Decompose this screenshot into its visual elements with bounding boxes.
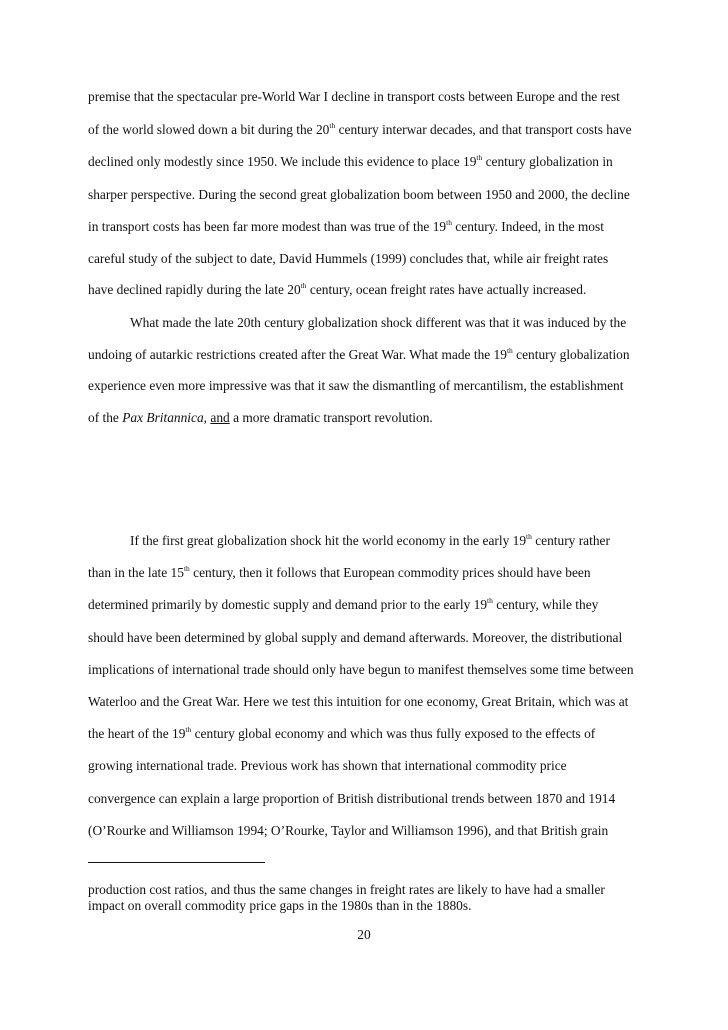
- text: determined primarily by domestic supply and demand prior to the early 19: [88, 597, 488, 612]
- text: than in the late 15: [88, 565, 184, 580]
- text: century. Indeed, in the most: [451, 219, 604, 234]
- body-line: [88, 565, 591, 581]
- body-line: [88, 662, 634, 678]
- body-line: [88, 219, 604, 235]
- body-line: [88, 758, 567, 774]
- superscript: th: [183, 564, 190, 573]
- text: in transport costs has been far more modest than was true of the 19: [88, 219, 447, 234]
- text: declined only modestly since 1950. We include this evidence to place 19: [88, 154, 477, 169]
- text: century rather: [531, 533, 610, 548]
- footnote-separator: [88, 862, 265, 863]
- body-line: [130, 315, 626, 331]
- footnote-line: production cost ratios, and thus the same changes in freight rates are likely to have had a smaller: [88, 882, 605, 897]
- text: century globalization: [512, 347, 630, 362]
- body-line: [130, 533, 610, 549]
- superscript: th: [476, 153, 483, 162]
- text: of the: [88, 410, 123, 425]
- body-line: [88, 282, 586, 298]
- body-line: [88, 791, 615, 807]
- footnote-line: impact on overall commodity price gaps in the 1980s than in the 1880s.: [88, 898, 472, 913]
- body-line: [88, 823, 608, 839]
- body-line: [88, 410, 433, 426]
- body-line: [88, 122, 632, 138]
- text: undoing of autarkic restrictions created after the Great War. What made the 19: [88, 347, 507, 362]
- body-line: [88, 347, 630, 363]
- text: If the first great globalization shock hit the world economy in the early 19: [130, 533, 527, 548]
- superscript: th: [506, 346, 513, 355]
- text: century, ocean freight rates have actually increased.: [306, 282, 587, 297]
- superscript: th: [446, 218, 452, 227]
- text: century globalization in: [482, 154, 613, 169]
- superscript: th: [329, 121, 336, 130]
- text: growing international trade. Previous work has shown that international commodity price: [88, 758, 567, 773]
- text: should have been determined by global supply and demand afterwards. Moreover, the distributional: [88, 630, 623, 645]
- text: century interwar decades, and that transport costs have: [335, 122, 632, 137]
- text: implications of international trade should only have begun to manifest themselves some time between: [88, 662, 634, 677]
- text: century, while they: [492, 597, 599, 612]
- text: have declined rapidly during the late 20: [88, 282, 301, 297]
- body-line: [88, 378, 623, 394]
- text: century global economy and which was thus fully exposed to the effects of: [191, 726, 596, 741]
- page-number: 20: [357, 927, 371, 942]
- text: (O’Rourke and Williamson 1994; O’Rourke, Taylor and Williamson 1996), and that British grain: [88, 823, 609, 838]
- body-line: [88, 597, 598, 613]
- superscript: th: [526, 532, 532, 541]
- text: a more dramatic transport revolution.: [229, 410, 433, 425]
- superscript: th: [185, 725, 192, 734]
- text: of the world slowed down a bit during the 20: [88, 122, 330, 137]
- superscript: th: [300, 281, 307, 290]
- body-line: [88, 726, 595, 742]
- body-line: [88, 89, 620, 105]
- text: What made the late 20th century globalization shock different was that it was induced by the: [130, 315, 627, 330]
- body-line: [88, 154, 613, 170]
- body-line: [88, 187, 630, 203]
- text: convergence can explain a large proportion of British distributional trends between 1870 and 1914: [88, 791, 616, 806]
- body-line: [88, 630, 622, 646]
- body-line: [88, 694, 628, 710]
- superscript: th: [487, 596, 493, 605]
- italic-text: Pax Britannica,: [122, 410, 208, 425]
- text: Waterloo and the Great War. Here we test this intuition for one economy, Great Britain, which was at: [88, 694, 629, 709]
- text: the heart of the 19: [88, 726, 186, 741]
- text: careful study of the subject to date, David Hummels (1999) concludes that, while air freight rates: [88, 251, 609, 266]
- text: century, then it follows that European commodity prices should have been: [189, 565, 591, 580]
- text: experience even more impressive was that it saw the dismantling of mercantilism, the establishment: [88, 378, 624, 393]
- text: sharper perspective. During the second great globalization boom between 1950 and 2000, the decline: [88, 187, 630, 202]
- body-line: [88, 251, 608, 267]
- text: premise that the spectacular pre-World War I decline in transport costs between Europe and the rest: [88, 89, 620, 104]
- underlined-text: and: [210, 410, 230, 425]
